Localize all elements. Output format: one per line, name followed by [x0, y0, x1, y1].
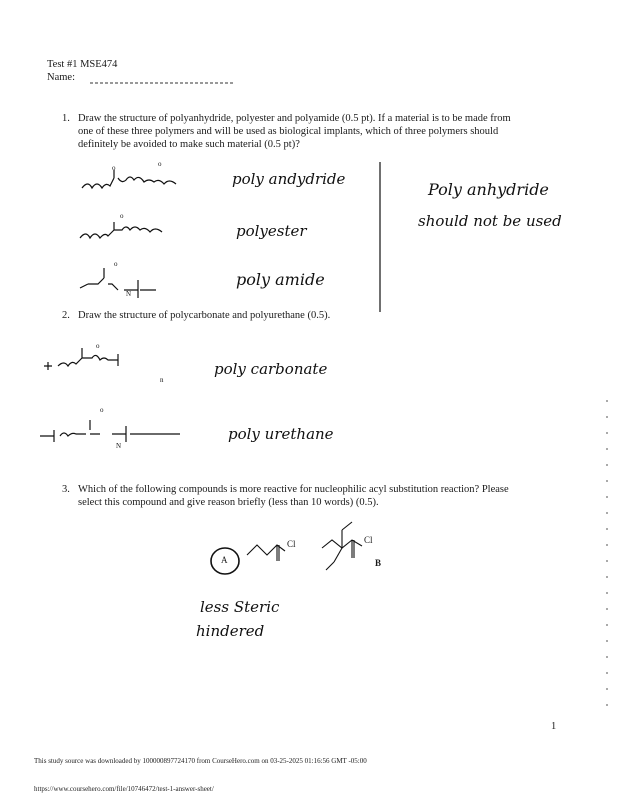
svg-text:n: n [160, 376, 164, 384]
page-number: 1 [551, 721, 557, 732]
question-3-text [78, 483, 578, 509]
q1-answer-line-2: should not be used [418, 212, 562, 230]
svg-text:o: o [96, 342, 100, 350]
question-3-line-1: Which of the following compounds is more reactive for nucleophilic acyl substitution reaction? Please [78, 484, 509, 495]
svg-text:o: o [112, 164, 116, 172]
compound-a-cl: Cl [287, 539, 296, 549]
answer-divider [378, 162, 382, 312]
test-title: Test #1 MSE474 [47, 59, 118, 70]
compound-b-label: B [375, 558, 382, 568]
question-1-line-1: Draw the structure of polyanhydride, polyester and polyamide (0.5 pt). If a material is to be made from [78, 113, 511, 124]
polyester-structure [80, 212, 162, 238]
svg-text:N: N [126, 290, 132, 298]
q3-answer-line-2: hindered [196, 622, 265, 640]
question-2-text: Draw the structure of polycarbonate and polyurethane (0.5). [78, 310, 331, 321]
question-3-number: 3. [62, 484, 70, 495]
q3-answer-line-1: less Steric [200, 598, 280, 616]
question-1-text [78, 112, 568, 151]
svg-text:o: o [100, 406, 104, 414]
polycarbonate-polyurethane-sketch [40, 340, 240, 460]
name-label: Name: [47, 72, 75, 83]
name-underline [90, 82, 235, 86]
question-1-line-2: one of these three polymers and will be used as biological implants, which of three polymers should [78, 126, 499, 137]
label-polyanhydride: poly andydride [232, 170, 346, 188]
compound-a-label: A [221, 555, 228, 565]
scan-edge-artifact [604, 400, 610, 720]
polycarbonate-structure [44, 342, 164, 384]
compound-a-structure [205, 525, 305, 585]
compound-b-structure [320, 520, 400, 580]
footer-url[interactable]: https://www.coursehero.com/file/10746472/test-1-answer-sheet/ [34, 785, 214, 793]
svg-text:o: o [114, 260, 118, 268]
polyanhydride-structure [82, 160, 176, 188]
question-3-line-2: select this compound and give reason briefly (less than 10 words) (0.5). [78, 497, 379, 508]
svg-text:o: o [120, 212, 124, 220]
question-1-number: 1. [62, 113, 70, 124]
label-polyester: polyester [236, 222, 307, 240]
question-2-number: 2. [62, 310, 70, 321]
polyurethane-structure [40, 406, 180, 450]
svg-text:N: N [116, 442, 122, 450]
label-polycarbonate: poly carbonate [214, 360, 328, 378]
question-1-line-3: definitely be avoided to make such material (0.5 pt)? [78, 139, 300, 150]
label-polyurethane: poly urethane [228, 425, 334, 443]
polymer-structures-sketch [80, 160, 220, 300]
compound-b-cl: Cl [364, 535, 373, 545]
svg-text:o: o [158, 160, 162, 168]
q1-answer-line-1: Poly anhydride [428, 180, 549, 199]
polyamide-structure [80, 260, 156, 298]
label-polyamide: poly amide [236, 270, 325, 289]
download-notice: This study source was downloaded by 100000897724170 from CourseHero.com on 03-25-2025 01:16:56 GMT -05:00 [34, 757, 367, 765]
